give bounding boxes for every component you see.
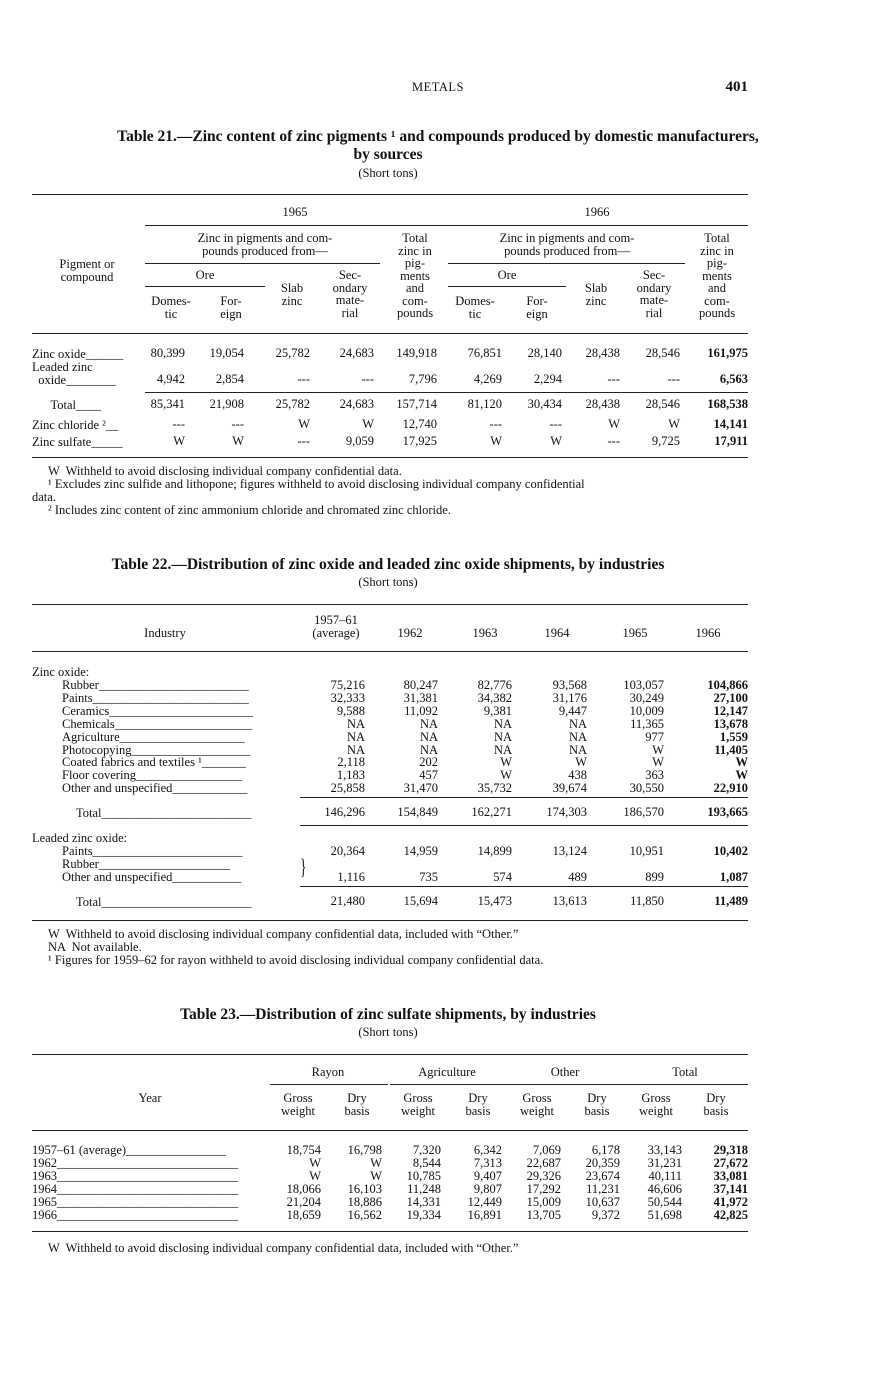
- t21-cell: ---: [607, 434, 620, 448]
- t21-cell: 2,294: [533, 372, 562, 386]
- t22-cell: 11,405: [714, 742, 748, 757]
- t22-row-label: Agriculture____________________: [62, 729, 245, 744]
- t22-group-zinc-oxide: Zinc oxide:: [32, 665, 90, 679]
- t22-cell: 899: [645, 870, 664, 884]
- t22-cell: 27,100: [713, 690, 748, 705]
- t23-cell: 18,886: [347, 1194, 382, 1209]
- t21-cell: 17,911: [714, 434, 748, 448]
- t22-cell: W: [652, 742, 664, 757]
- t23-cell: 19,334: [406, 1207, 441, 1222]
- t21-cell: 85,341: [150, 397, 185, 411]
- t21-note-w: W Withheld to avoid disclosing individual company confidential data.: [48, 464, 402, 478]
- t22-cell: NA: [568, 716, 587, 731]
- t23-note-w: W Withheld to avoid disclosing individual company confidential data, included with “Other.”: [48, 1241, 519, 1255]
- t21-row-label: Zinc oxide______: [32, 347, 124, 361]
- t22-cell: 2,118: [337, 755, 365, 770]
- t22-cell: NA: [346, 742, 365, 757]
- t22-cell: 12,147: [713, 703, 748, 718]
- t22-cell: 1,116: [337, 870, 365, 884]
- t21-cell: 17,925: [402, 434, 437, 448]
- t22-cell: 977: [645, 729, 664, 744]
- t22-cell: 438: [568, 768, 587, 783]
- t22-cell: 13,613: [552, 894, 587, 908]
- t23-group-head: Other: [550, 1065, 580, 1079]
- t22-head-col: 1964: [544, 626, 570, 640]
- t21-cell: 24,683: [339, 346, 374, 360]
- t22-cell: NA: [493, 729, 512, 744]
- t22-cell: 146,296: [324, 805, 365, 819]
- t22-note-w: W Withheld to avoid disclosing individual company confidential data, included with “Other.”: [48, 927, 519, 941]
- t22-cell: 25,858: [330, 781, 365, 796]
- t21-cell: ---: [549, 417, 562, 431]
- t23-cell: 9,407: [473, 1168, 502, 1183]
- t23-sub-head: Dry basis: [703, 1091, 729, 1118]
- t23-cell: 42,825: [713, 1207, 748, 1222]
- t21-note-1: ¹ Excludes zinc sulfide and lithopone; figures withheld to avoid disclosing individual company confidential: [48, 477, 585, 491]
- t23-cell: 7,069: [532, 1143, 561, 1157]
- table23-title: Table 23.—Distribution of zinc sulfate shipments, by industries: [180, 1006, 596, 1023]
- t21-cell: 28,438: [585, 346, 620, 360]
- t23-cell: 8,544: [412, 1155, 441, 1170]
- t22-cell: 31,381: [403, 690, 438, 705]
- t22-cell: 9,588: [336, 703, 365, 718]
- t21-cell: W: [490, 434, 502, 448]
- table22-title: Table 22.—Distribution of zinc oxide and leaded zinc oxide shipments, by industries: [111, 556, 665, 573]
- t23-cell: 29,318: [713, 1143, 748, 1157]
- t21-cell: W: [608, 417, 620, 431]
- t23-cell: 51,698: [647, 1207, 682, 1222]
- t21-cell: W: [362, 417, 374, 431]
- t21-cell: 9,725: [651, 434, 680, 448]
- t21-cell: 25,782: [275, 346, 310, 360]
- t23-cell: 29,326: [526, 1168, 561, 1183]
- t21-cell: ---: [297, 434, 310, 448]
- t22-note-na: NA Not available.: [48, 940, 142, 954]
- t22-cell: 11,365: [630, 716, 664, 731]
- t23-cell: 22,687: [526, 1155, 561, 1170]
- t21-head-zinc-in-1965: Zinc in pigments and com- pounds produced from—: [197, 231, 333, 258]
- t22-cell: 363: [645, 768, 664, 783]
- t23-row-label: 1962_____________________________: [32, 1155, 239, 1170]
- t22-row-label: Other and unspecified____________: [62, 781, 248, 796]
- t22-row-label: Paints________________________: [62, 844, 243, 858]
- t23-sub-head: Dry basis: [465, 1091, 491, 1118]
- t23-cell: 11,231: [586, 1181, 620, 1196]
- t21-cell: 14,141: [713, 417, 748, 431]
- t21-head-zinc-in-1966: Zinc in pigments and com- pounds produced from—: [499, 231, 635, 258]
- t22-cell: NA: [493, 716, 512, 731]
- t23-cell: 6,342: [473, 1143, 502, 1157]
- t22-cell: 22,910: [713, 781, 748, 796]
- t22-cell: 154,849: [397, 805, 438, 819]
- t23-cell: 6,178: [591, 1143, 620, 1157]
- t22-cell: 15,473: [477, 894, 512, 908]
- t22-cell: 186,570: [623, 805, 664, 819]
- t22-row-label: Rubber________________________: [62, 678, 249, 692]
- table22-unit: (Short tons): [358, 575, 418, 589]
- t22-row-label: Photocopying___________________: [62, 742, 251, 757]
- t21-cell: 168,538: [707, 397, 748, 411]
- t21-row-label: Leaded zinc: [32, 360, 93, 374]
- t21-cell: 25,782: [275, 397, 310, 411]
- t22-cell: 31,176: [552, 690, 587, 705]
- t21-cell: ---: [361, 372, 374, 386]
- t21-cell: 21,908: [209, 397, 244, 411]
- t22-cell: 735: [419, 870, 438, 884]
- t21-year-1965: 1965: [282, 205, 308, 219]
- t21-cell: 28,546: [645, 397, 680, 411]
- t23-cell: 11,248: [407, 1181, 441, 1196]
- t22-zinc-total-label: Total________________________: [76, 806, 252, 820]
- t21-cell: 28,140: [527, 346, 562, 360]
- t23-cell: 46,606: [647, 1181, 682, 1196]
- t22-group-leaded: Leaded zinc oxide:: [32, 831, 128, 845]
- t21-cell: 7,796: [408, 372, 437, 386]
- t22-cell: 1,087: [719, 870, 748, 884]
- t23-cell: 40,111: [648, 1168, 682, 1183]
- t21-head-total-1965: Total zinc in pig- ments and com- pounds: [396, 231, 434, 320]
- t23-cell: 21,204: [286, 1194, 321, 1209]
- t23-group-head: Total: [672, 1065, 698, 1079]
- t21-note-1-cont: data.: [32, 490, 56, 504]
- t22-cell: W: [575, 755, 587, 770]
- t22-head-col: 1957–61 (average): [312, 613, 360, 640]
- t21-cell: 24,683: [339, 397, 374, 411]
- t21-cell: 149,918: [396, 346, 437, 360]
- t23-group-head: Rayon: [311, 1065, 345, 1079]
- t22-cell: NA: [419, 729, 438, 744]
- t23-head-year: Year: [138, 1091, 162, 1105]
- t22-cell: 10,951: [629, 844, 664, 858]
- table21-unit: (Short tons): [358, 166, 418, 180]
- t22-row-label: Ceramics_______________________: [62, 703, 253, 718]
- t21-cell: 30,434: [527, 397, 562, 411]
- t23-cell: 23,674: [585, 1168, 620, 1183]
- t22-cell: 10,402: [713, 844, 748, 858]
- t22-cell: 75,216: [330, 678, 365, 692]
- t23-cell: 16,798: [347, 1143, 382, 1157]
- table21-title: Table 21.—Zinc content of zinc pigments ¹ and compounds produced by domestic manufacturers,: [117, 128, 759, 145]
- t21-head-for-1966: For- eign: [526, 294, 548, 321]
- t21-cell: 4,269: [473, 372, 502, 386]
- t22-cell: 1,559: [719, 729, 748, 744]
- t21-cell: ---: [231, 417, 244, 431]
- t23-cell: 13,705: [526, 1207, 561, 1222]
- t22-cell: 82,776: [477, 678, 512, 692]
- t21-head-pigment: Pigment or compound: [59, 257, 115, 284]
- t22-cell: 9,381: [483, 703, 512, 718]
- t21-cell: ---: [667, 372, 680, 386]
- t23-row-label: 1964_____________________________: [32, 1181, 239, 1196]
- t21-cell: W: [550, 434, 562, 448]
- t22-cell: 39,674: [552, 781, 587, 796]
- t22-cell: 14,959: [403, 844, 438, 858]
- t22-cell: 13,678: [713, 716, 748, 731]
- t21-cell: 2,854: [215, 372, 244, 386]
- table21-title-cont: by sources: [353, 146, 423, 163]
- t21-cell: 157,714: [396, 397, 437, 411]
- t23-cell: W: [309, 1168, 321, 1183]
- t23-cell: 18,754: [286, 1143, 321, 1157]
- t23-cell: 12,449: [467, 1194, 502, 1209]
- t22-cell: 193,665: [707, 805, 748, 819]
- t23-cell: 14,331: [406, 1194, 441, 1209]
- t22-cell: W: [500, 755, 512, 770]
- t23-row-label: 1965_____________________________: [32, 1194, 239, 1209]
- t21-head-dom-1966: Domes- tic: [455, 294, 495, 321]
- t21-cell: 28,438: [585, 397, 620, 411]
- t22-cell: 21,480: [330, 894, 365, 908]
- t21-cell: 161,975: [707, 346, 748, 360]
- t22-cell: 104,866: [707, 678, 748, 692]
- t22-head-col: 1963: [472, 626, 498, 640]
- t21-head-ore-1965: Ore: [195, 268, 215, 282]
- t22-cell: 14,899: [477, 844, 512, 858]
- t23-cell: 9,372: [591, 1207, 620, 1222]
- t21-head-sec-1965: Sec- ondary mate- rial: [332, 268, 368, 320]
- t23-cell: W: [309, 1155, 321, 1170]
- t23-sub-head: Dry basis: [344, 1091, 370, 1118]
- t21-note-2: ² Includes zinc content of zinc ammonium chloride and chromated zinc chloride.: [48, 503, 451, 517]
- t22-cell: 11,092: [404, 703, 438, 718]
- t22-cell: 93,568: [552, 678, 587, 692]
- t21-cell: 4,942: [156, 372, 185, 386]
- t21-row-label: Total____: [32, 398, 102, 412]
- t21-head-sec-1966: Sec- ondary mate- rial: [636, 268, 672, 320]
- t22-cell: 574: [493, 870, 512, 884]
- t21-cell: ---: [489, 417, 502, 431]
- t22-cell: 11,850: [630, 894, 664, 908]
- t22-cell: 174,303: [546, 805, 587, 819]
- t23-cell: 31,231: [647, 1155, 682, 1170]
- t22-cell: NA: [419, 716, 438, 731]
- t22-brace: }: [300, 854, 307, 879]
- t23-cell: 10,785: [406, 1168, 441, 1183]
- t22-cell: W: [500, 768, 512, 783]
- t21-head-for-1965: For- eign: [220, 294, 242, 321]
- t22-cell: 10,009: [629, 703, 664, 718]
- t22-cell: 9,447: [558, 703, 587, 718]
- running-header: METALS: [412, 80, 464, 94]
- t22-cell: 35,732: [477, 781, 512, 796]
- t21-head-dom-1965: Domes- tic: [151, 294, 191, 321]
- t21-cell: 81,120: [467, 397, 502, 411]
- t21-cell: 19,054: [209, 346, 244, 360]
- t22-cell: 13,124: [552, 844, 587, 858]
- t21-row-label: oxide________: [32, 373, 117, 387]
- t22-row-label: Rubber_____________________: [62, 857, 231, 871]
- t21-cell: 9,059: [345, 434, 374, 448]
- t23-cell: 16,103: [347, 1181, 382, 1196]
- t22-cell: 32,333: [330, 690, 365, 705]
- t22-head-col: 1965: [622, 626, 648, 640]
- t23-cell: 41,972: [713, 1194, 748, 1209]
- t21-row-label: Zinc chloride ²__: [32, 418, 119, 432]
- t22-row-label: Floor covering_________________: [62, 768, 243, 783]
- t23-sub-head: Gross weight: [519, 1091, 555, 1118]
- t21-row-label: Zinc sulfate_____: [32, 435, 123, 449]
- t22-cell: 34,382: [477, 690, 512, 705]
- t22-cell: 20,364: [330, 844, 365, 858]
- t22-row-label: Other and unspecified___________: [62, 870, 242, 884]
- t23-sub-head: Gross weight: [400, 1091, 436, 1118]
- t21-cell: W: [232, 434, 244, 448]
- t23-cell: 27,672: [713, 1155, 748, 1170]
- t22-cell: W: [735, 768, 748, 783]
- t21-cell: W: [668, 417, 680, 431]
- t22-cell: NA: [568, 729, 587, 744]
- t22-cell: NA: [346, 716, 365, 731]
- t22-cell: 202: [419, 755, 438, 770]
- t22-cell: 31,470: [403, 781, 438, 796]
- t23-cell: 50,544: [647, 1194, 682, 1209]
- t22-head-col: 1962: [397, 626, 423, 640]
- t22-cell: NA: [346, 729, 365, 744]
- t23-row-label: 1963_____________________________: [32, 1168, 239, 1183]
- t21-cell: ---: [172, 417, 185, 431]
- t21-cell: 28,546: [645, 346, 680, 360]
- t23-cell: 18,659: [286, 1207, 321, 1222]
- t23-cell: 33,143: [647, 1143, 682, 1157]
- t23-group-head: Agriculture: [418, 1065, 476, 1079]
- t22-cell: NA: [419, 742, 438, 757]
- t22-leaded-total-label: Total________________________: [76, 895, 252, 909]
- t22-cell: 15,694: [403, 894, 438, 908]
- t22-head-col: 1966: [695, 626, 721, 640]
- t23-cell: 10,637: [585, 1194, 620, 1209]
- page-number: 401: [725, 79, 748, 95]
- t23-cell: W: [370, 1155, 382, 1170]
- t23-cell: 17,292: [526, 1181, 561, 1196]
- t22-cell: 162,271: [471, 805, 512, 819]
- table23-unit: (Short tons): [358, 1025, 418, 1039]
- t21-head-total-1966: Total zinc in pig- ments and com- pounds: [698, 231, 736, 320]
- t23-cell: W: [370, 1168, 382, 1183]
- t21-cell: W: [298, 417, 310, 431]
- t23-cell: 9,807: [473, 1181, 502, 1196]
- t22-cell: NA: [568, 742, 587, 757]
- t22-cell: 11,489: [714, 894, 748, 908]
- t23-sub-head: Gross weight: [638, 1091, 674, 1118]
- t21-cell: ---: [297, 372, 310, 386]
- t23-cell: 15,009: [526, 1194, 561, 1209]
- t23-row-label: 1957–61 (average)________________: [32, 1143, 227, 1157]
- t23-cell: 7,313: [473, 1155, 502, 1170]
- t23-row-label: 1966_____________________________: [32, 1207, 239, 1222]
- t22-cell: W: [735, 755, 748, 770]
- t21-cell: 80,399: [150, 346, 185, 360]
- t22-row-label: Paints_________________________: [62, 690, 249, 705]
- t22-head-col: Industry: [144, 626, 186, 640]
- t23-sub-head: Dry basis: [584, 1091, 610, 1118]
- t21-head-slab-1965: Slab zinc: [280, 281, 304, 308]
- t22-cell: 457: [419, 768, 438, 783]
- t21-cell: 76,851: [467, 346, 502, 360]
- t21-cell: W: [173, 434, 185, 448]
- t21-head-ore-1966: Ore: [497, 268, 517, 282]
- t22-cell: 30,249: [629, 690, 664, 705]
- t22-note-1: ¹ Figures for 1959–62 for rayon withheld to avoid disclosing individual company confidential data.: [48, 953, 544, 967]
- t22-cell: 489: [568, 870, 587, 884]
- t22-cell: NA: [493, 742, 512, 757]
- t21-head-slab-1966: Slab zinc: [584, 281, 608, 308]
- t22-row-label: Coated fabrics and textiles ¹_______: [62, 755, 246, 770]
- t23-cell: 7,320: [412, 1143, 441, 1157]
- t22-row-label: Chemicals______________________: [62, 716, 253, 731]
- t23-cell: 16,891: [467, 1207, 502, 1222]
- t23-cell: 33,081: [713, 1168, 748, 1183]
- t21-cell: 6,563: [719, 372, 748, 386]
- t23-sub-head: Gross weight: [280, 1091, 316, 1118]
- t23-cell: 16,562: [347, 1207, 382, 1222]
- t21-cell: ---: [607, 372, 620, 386]
- t22-cell: 30,550: [629, 781, 664, 796]
- t21-year-1966: 1966: [584, 205, 610, 219]
- t22-cell: W: [652, 755, 664, 770]
- t21-cell: 12,740: [402, 417, 437, 431]
- t22-cell: 103,057: [623, 678, 664, 692]
- t23-cell: 37,141: [713, 1181, 748, 1196]
- t23-cell: 20,359: [585, 1155, 620, 1170]
- t23-cell: 18,066: [286, 1181, 321, 1196]
- t22-cell: 1,183: [336, 768, 365, 783]
- t22-cell: 80,247: [403, 678, 438, 692]
